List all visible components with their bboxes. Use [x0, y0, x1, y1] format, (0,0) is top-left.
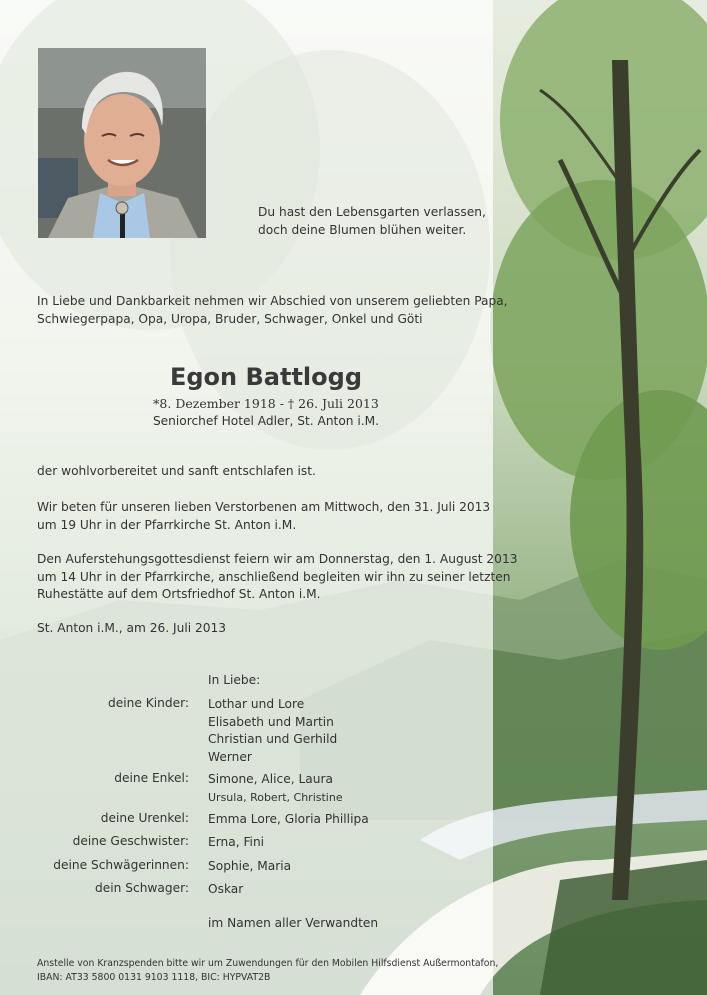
mourners-heading: In Liebe:	[208, 673, 261, 687]
geschwister-names: Erna, Fini	[208, 835, 265, 849]
life-dates: *8. Dezember 1918 - † 26. Juli 2013	[153, 396, 379, 411]
urenkel-names: Emma Lore, Gloria Phillipa	[208, 812, 369, 826]
portrait-photo	[38, 48, 206, 238]
deceased-name: Egon Battlogg	[169, 363, 362, 391]
enkel-names: Simone, Alice, Laura	[208, 772, 333, 786]
schwager-label: dein Schwager:	[95, 881, 189, 895]
donation-note	[37, 957, 498, 984]
schwaegerinnen-label: deine Schwägerinnen:	[53, 858, 189, 872]
kinder-name: Christian und Gerhild	[208, 732, 338, 746]
closing-line: im Namen aller Verwandten	[208, 916, 379, 930]
quote-line: doch deine Blumen blühen weiter.	[258, 223, 467, 237]
enkel-label: deine Enkel:	[114, 771, 189, 785]
place-date: St. Anton i.M., am 26. Juli 2013	[37, 621, 227, 635]
passed-text: der wohlvorbereitet und sanft entschlafen ist.	[37, 464, 316, 478]
schwager-name: Oskar	[208, 882, 244, 896]
intro-line: In Liebe und Dankbarkeit nehmen wir Abschied von unserem geliebten Papa,	[37, 294, 508, 308]
prayer-text	[37, 499, 490, 534]
mass-line: Den Auferstehungsgottesdienst feiern wir am Donnerstag, den 1. August 2013	[37, 552, 518, 566]
quote	[258, 203, 486, 239]
schwaegerinnen-names: Sophie, Maria	[208, 859, 292, 873]
donation-line: Anstelle von Kranzspenden bitte wir um Zuwendungen für den Mobilen Hilfsdienst Außermontafon,	[37, 958, 499, 969]
mass-line: Ruhestätte auf dem Ortsfriedhof St. Anton i.M.	[37, 587, 321, 601]
intro-line: Schwiegerpapa, Opa, Uropa, Bruder, Schwager, Onkel und Göti	[37, 311, 423, 326]
kinder-list	[208, 696, 337, 766]
kinder-name: Werner	[208, 749, 252, 764]
bank-details: IBAN: AT33 5800 0131 9103 1118, BIC: HYPVAT2B	[37, 971, 271, 983]
prayer-line: Wir beten für unseren lieben Verstorbenen am Mittwoch, den 31. Juli 2013	[37, 500, 491, 514]
mass-line: um 14 Uhr in der Pfarrkirche, anschließend begleiten wir ihn zu seiner letzten	[37, 569, 511, 584]
kinder-label: deine Kinder:	[108, 696, 189, 710]
kinder-name: Elisabeth und Martin	[208, 714, 334, 729]
mass-text	[37, 551, 517, 604]
enkel-names: Ursula, Robert, Christine	[208, 790, 343, 804]
urenkel-label: deine Urenkel:	[100, 811, 189, 825]
enkel-list	[208, 771, 343, 806]
deceased-role: Seniorchef Hotel Adler, St. Anton i.M.	[152, 414, 380, 428]
kinder-name: Lothar und Lore	[208, 697, 305, 711]
intro-text	[37, 293, 508, 328]
geschwister-label: deine Geschwister:	[72, 834, 189, 848]
quote-line: Du hast den Lebensgarten verlassen,	[258, 205, 486, 219]
prayer-line: um 19 Uhr in der Pfarrkirche St. Anton i.M.	[37, 517, 297, 532]
